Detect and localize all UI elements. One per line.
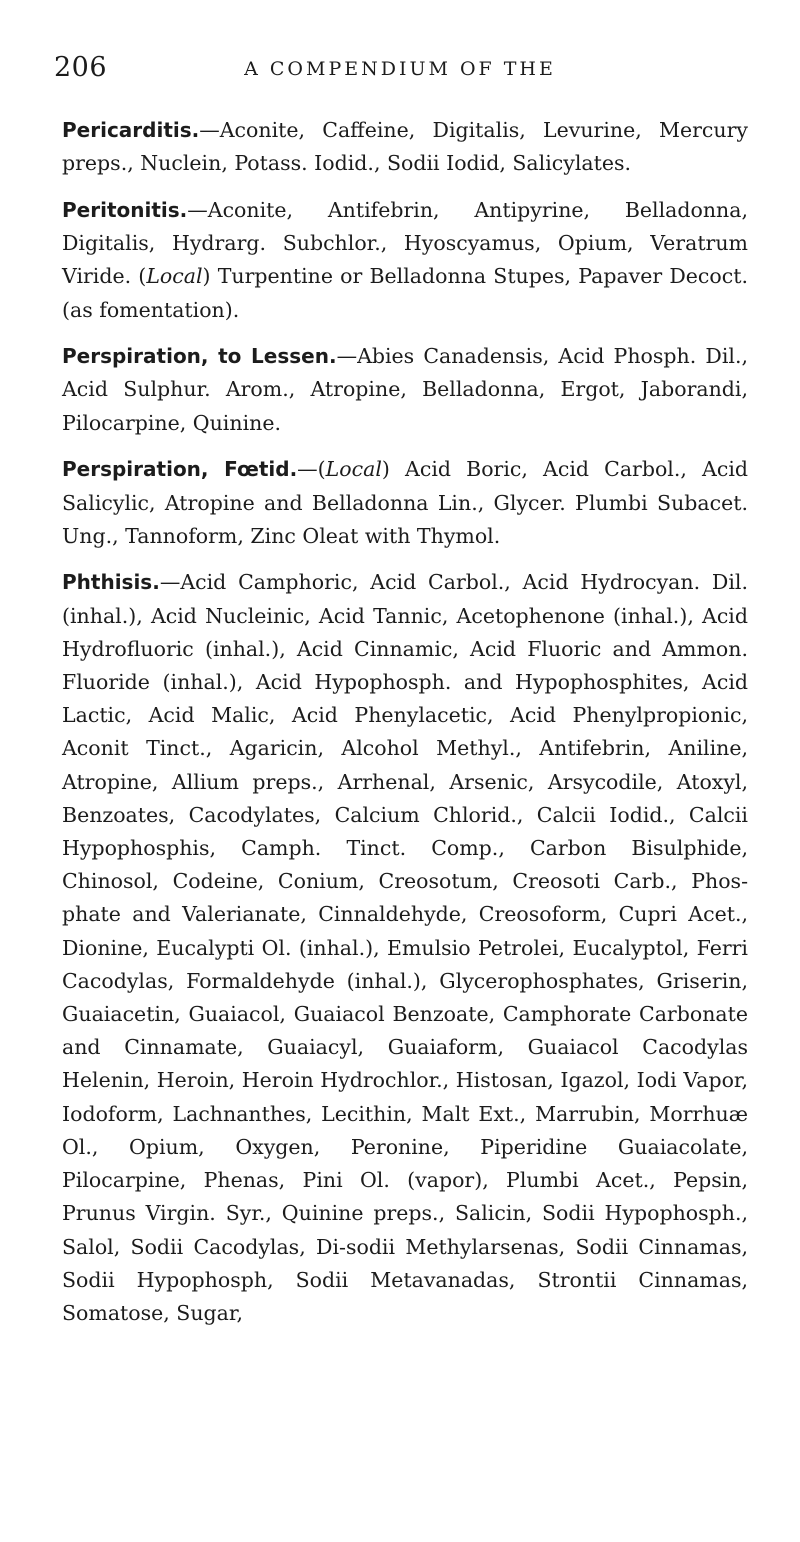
entry-title: Peritonitis. — [62, 197, 188, 222]
entry-title: Perspiration, Fœtid. — [62, 457, 298, 482]
index-entry — [62, 114, 748, 180]
entry-title: Perspiration, to Lessen. — [62, 344, 337, 369]
index-entry — [62, 566, 748, 1330]
running-title: A COMPENDIUM OF THE — [244, 58, 556, 80]
index-entry — [62, 340, 748, 440]
entry-title: Pericarditis. — [62, 118, 200, 142]
page-number: 206 — [54, 52, 108, 83]
entry-text: —Abies Canadensis, Acid Phosph. Dil., Acid Sulphur. Arom., Atropine, Belladonna, Ergot, Jaborandi, Pilocarpine, Quinine. — [62, 344, 748, 435]
index-entry — [62, 453, 748, 553]
entry-text: —( — [297, 457, 326, 482]
entry-text: ) Acid Boric, Acid Carbol., Acid Salicylic, Atropine and Belladonna Lin., Glycer. Plumbi Subacet. Ung., Tannoform, Zinc Oleat with Thymol. — [62, 457, 748, 548]
entry-text: —Aconite, Antifebrin, Antipyrine, Belladonna, Digitalis, Hydrarg. Subchlor., Hyoscyamus, Opium, Veratrum Viride. ( — [62, 197, 748, 289]
entry-qualifier: Local — [146, 264, 203, 289]
entry-list — [62, 114, 748, 1344]
entry-text: ) Turpentine or Belladonna Stupes, Papaver Decoct. (as fomentation). — [62, 264, 748, 322]
entry-title: Phthisis. — [62, 570, 160, 595]
entry-qualifier: Local — [325, 457, 382, 482]
running-header — [54, 52, 746, 92]
entry-text: —Aconite, Caffeine, Digitalis, Levurine, Mercury preps., Nuclein, Potass. Iodid., Sodii Iodid, Salicylates. — [62, 118, 748, 176]
entry-text: —Acid Camphoric, Acid Carbol., Acid Hydrocyan. Dil. (inhal.), Acid Nucleinic, Acid Tannic, Acetophenone (inhal.), Acid Hydrofluoric (inhal.), Acid Cinnamic, Acid Fluoric and Ammon. Fluoride (inhal.), Acid Hypophosph. and Hypophosphites, Acid Lactic, Acid Malic, Acid Phenylacetic, Acid Phenylpropionic, Aconit Tinct., Agaricin, Alcohol Methyl., Antifebrin, Aniline, Atropine, Allium preps., Arrhenal, Arsenic, Arsycodile, Atoxyl, Benzoates, Cacodylates, Calcium Chlorid., Calcii Iodid., Calcii Hypophosphis, Camph. Tinct. Comp., Carbon Bisulphide, Chinosol, Codeine, Conium, Creosotum, Creosoti Carb., Phosphate and Valerianate, Cinnaldehyde, Creosoform, Cupri Acet., Dionine, Eucalypti Ol. (inhal.), Emulsio Petrolei, Eucalyptol, Ferri Cacodylas, Formaldehyde (inhal.), Glycerophosphates, Griserin, Guaiacetin, Guaiacol, Guaiacol Benzoate, Camphorate Carbonate and Cinnamate, Guaiacyl, Guaiaform, Guaiacol Cacodylas Helenin, Heroin, Heroin Hydrochlor., Histosan, Igazol, Iodi Vapor, Iodoform, Lachnanthes, Lecithin, Malt Ext., Marrubin, Morrhuæ Ol., Opium, Oxygen, Peronine, Piperidine Guaiacolate, Pilocarpine, Phenas, Pini Ol. (vapor), Plumbi Acet., Pepsin, Prunus Virgin. Syr., Quinine preps., Salicin, Sodii Hypophosph., Salol, Sodii Cacodylas, Di-sodii Methylarsenas, Sodii Cinnamas, Sodii Hypophosph, Sodii Metavanadas, Strontii Cinnamas, Somatose, Sugar, — [62, 570, 748, 1325]
index-entry — [62, 194, 748, 327]
